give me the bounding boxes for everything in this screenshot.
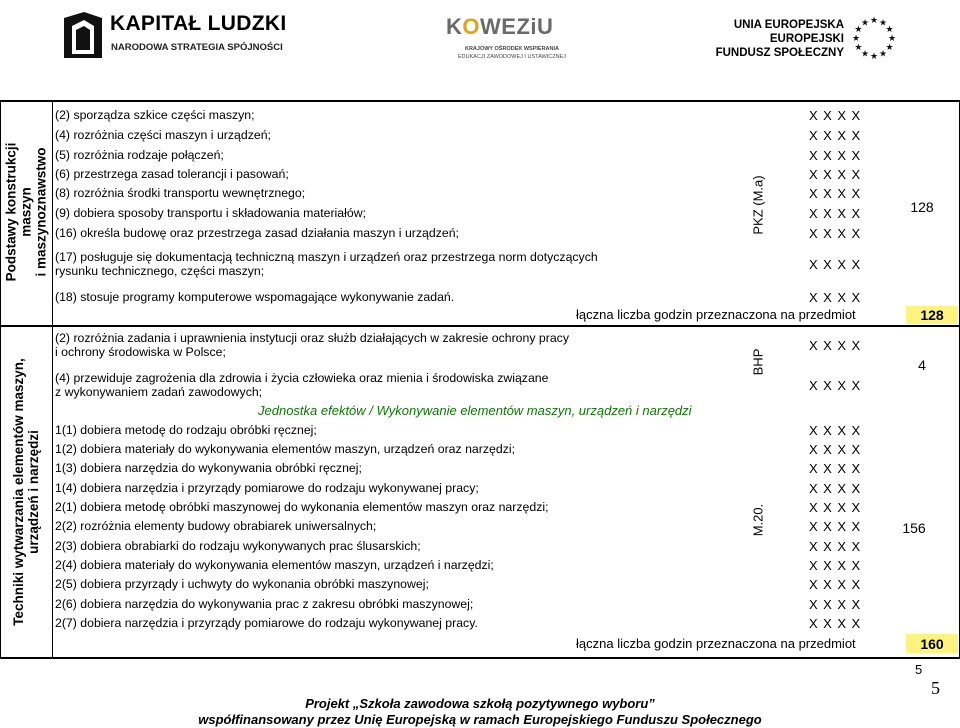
marks-cell: XXXX xyxy=(809,226,866,241)
bhp-code: BHP xyxy=(750,348,766,376)
eu-logo xyxy=(698,10,898,66)
eu-star-icon: ★ xyxy=(885,42,894,52)
outcome-text: 2(5) dobiera przyrządy i uchwyty do wykonania obróbki maszynowej; xyxy=(55,577,429,591)
section1-subject-line-1: Podstawy konstrukcji xyxy=(3,142,19,281)
koweziu-name: KOWEZiU xyxy=(446,14,554,39)
footer-line-1: Projekt „Szkoła zawodowa szkołą pozytywnego wyboru” xyxy=(305,696,655,711)
marks-cell: XXXX xyxy=(809,616,866,631)
eu-stars-icon xyxy=(850,14,898,62)
marks-cell: XXXX xyxy=(809,461,866,476)
outcome-text: 1(2) dobiera materiały do wykonywania elementów maszyn, urządzeń oraz narzędzi; xyxy=(55,442,515,456)
outcome-text: 2(3) dobiera obrabiarki do rodzaju wykonywanych prac ślusarskich; xyxy=(55,539,421,553)
outcome-text: 1(4) dobiera narzędzia i przyrządy pomiarowe do rodzaju wykonywanej pracy; xyxy=(55,481,479,495)
section2-subject-line-1: Techniki wytwarzania elementów maszyn, xyxy=(11,358,26,626)
footer-line-2: współfinansowany przez Unię Europejską w ramach Europejskiego Funduszu Społecznego xyxy=(198,712,762,727)
marks-cell: XXXX xyxy=(809,128,866,143)
kapital-ludzki-logo xyxy=(62,8,287,60)
marks-cell: XXXX xyxy=(809,558,866,573)
outcome-text: 2(2) rozróżnia elementy budowy obrabiarek uniwersalnych; xyxy=(55,519,377,533)
marks-cell: XXXX xyxy=(809,206,866,221)
eu-star-icon: ★ xyxy=(860,17,870,28)
unit-hours: 156 xyxy=(902,520,926,536)
outcome-text-continued: rysunku technicznego, części maszyn; xyxy=(55,264,265,278)
marks-cell: XXXX xyxy=(809,338,866,353)
outcome-text: (5) rozróżnia rodzaje połączeń; xyxy=(55,148,224,162)
outcome-text: (16) określa budowę oraz przestrzega zasad działania maszyn i urządzeń; xyxy=(55,226,459,240)
outcome-text: 2(1) dobiera metodę obróbki maszynowej do wykonania elementów maszyn oraz narzędzi; xyxy=(55,500,549,514)
section1-total-label: łączna liczba godzin przeznaczona na przedmiot xyxy=(576,307,856,322)
eu-star-icon: ★ xyxy=(887,33,897,43)
koweziu-subtitle-2: EDUKACJI ZAWODOWEJ I USTAWICZNEJ xyxy=(458,54,566,60)
outcome-text-continued: z wykonywaniem zadań zawodowych; xyxy=(55,385,263,399)
outcome-text: (18) stosuje programy komputerowe wspomagające wykonywanie zadań. xyxy=(55,290,455,304)
outcome-text: (4) przewiduje zagrożenia dla zdrowia i życia człowieka oraz mienia i środowiska związane xyxy=(55,371,549,385)
marks-cell: XXXX xyxy=(809,167,866,182)
outcome-text: (17) posługuje się dokumentacją techniczną maszyn i urządzeń oraz przestrzega norm dotyczących xyxy=(55,250,598,264)
table-bottom-border xyxy=(0,657,960,659)
kapital-ludzki-subtitle: NARODOWA STRATEGIA SPÓJNOŚCI xyxy=(111,42,283,53)
section1-code: PKZ (M.a) xyxy=(750,175,766,235)
eu-star-icon: ★ xyxy=(854,24,863,34)
section2-total-value: 160 xyxy=(920,636,944,652)
marks-cell: XXXX xyxy=(809,108,866,123)
section1-subject-label xyxy=(4,142,49,281)
outcome-text: 2(4) dobiera materiały do wykonywania elementów maszyn, urządzeń i narzędzi; xyxy=(55,558,494,572)
outcome-text-continued: i ochrony środowiska w Polsce; xyxy=(55,345,226,359)
marks-cell: XXXX xyxy=(809,257,866,272)
marks-cell: XXXX xyxy=(809,378,866,393)
marks-cell: XXXX xyxy=(809,597,866,612)
marks-cell: XXXX xyxy=(809,290,866,305)
eu-star-icon: ★ xyxy=(854,42,863,52)
section2-subject-title xyxy=(0,327,52,657)
unit-title: Jednostka efektów / Wykonywanie elementów maszyn, urządzeń i narzędzi xyxy=(258,403,692,418)
marks-cell: XXXX xyxy=(809,539,866,554)
section1-subject-line-3: i maszynoznawstwo xyxy=(33,146,49,277)
outcome-text: (2) rozróżnia zadania i uprawnienia instytucji oraz służb działających w zakresie ochrony pracy xyxy=(55,331,569,345)
eu-star-icon: ★ xyxy=(878,17,888,28)
eu-star-icon: ★ xyxy=(878,48,888,59)
eu-line-2: EUROPEJSKI xyxy=(769,33,844,45)
outcome-text: 2(6) dobiera narzędzia do wykonywania prac z zakresu obróbki maszynowej; xyxy=(55,597,474,611)
section2-small-number: 5 xyxy=(915,662,923,677)
marks-cell: XXXX xyxy=(809,186,866,201)
kapital-ludzki-emblem-icon xyxy=(62,10,104,60)
outcome-text: 1(3) dobiera narzędzia do wykonywania obróbki ręcznej; xyxy=(55,461,362,475)
page-number: 5 xyxy=(931,678,940,698)
section1-hours: 128 xyxy=(910,199,934,215)
outcome-text: (8) rozróżnia środki transportu wewnętrznego; xyxy=(55,186,306,200)
outcome-text: (4) rozróżnia części maszyn i urządzeń; xyxy=(55,128,271,142)
marks-cell: XXXX xyxy=(809,500,866,515)
koweziu-logo xyxy=(442,8,582,66)
eu-line-3: FUNDUSZ SPOŁECZNY xyxy=(715,47,844,59)
table-top-border xyxy=(0,100,960,102)
subject-column-border xyxy=(52,100,53,659)
section2-total-label: łączna liczba godzin przeznaczona na przedmiot xyxy=(576,636,856,651)
eu-star-icon: ★ xyxy=(860,48,870,59)
unit-code: M.20. xyxy=(750,503,766,537)
kapital-ludzki-title: KAPITAŁ LUDZKI xyxy=(110,12,287,35)
outcome-text: (2) sporządza szkice części maszyn; xyxy=(55,108,255,122)
eu-line-1: UNIA EUROPEJSKA xyxy=(733,19,844,31)
bhp-hours: 4 xyxy=(918,357,926,373)
section-divider xyxy=(0,325,960,327)
marks-cell: XXXX xyxy=(809,423,866,438)
section2-subject-label xyxy=(11,358,41,626)
outcome-text: 1(1) dobiera metodę do rodzaju obróbki ręcznej; xyxy=(55,423,317,437)
outcome-text: (6) przestrzega zasad tolerancji i pasowań; xyxy=(55,167,289,181)
section1-subject-line-2: maszyn xyxy=(18,186,34,237)
outcome-text: 2(7) dobiera narzędzia i przyrządy pomiarowe do rodzaju wykonywanej pracy. xyxy=(55,616,478,630)
marks-cell: XXXX xyxy=(809,577,866,592)
koweziu-subtitle-1: KRAJOWY OŚRODEK WSPIERANIA xyxy=(464,46,560,52)
outcome-text: (9) dobiera sposoby transportu i składowania materiałów; xyxy=(55,206,366,220)
section2-subject-line-2: urządzeń i narzędzi xyxy=(26,430,41,554)
eu-text xyxy=(716,18,844,60)
section1-total-value: 128 xyxy=(920,307,944,323)
marks-cell: XXXX xyxy=(809,442,866,457)
eu-star-icon: ★ xyxy=(851,33,861,43)
marks-cell: XXXX xyxy=(809,481,866,496)
marks-cell: XXXX xyxy=(809,519,866,534)
eu-star-icon: ★ xyxy=(885,24,894,34)
eu-star-icon: ★ xyxy=(869,51,879,61)
eu-star-icon: ★ xyxy=(869,15,879,25)
section1-subject-title xyxy=(0,101,52,322)
marks-cell: XXXX xyxy=(809,148,866,163)
